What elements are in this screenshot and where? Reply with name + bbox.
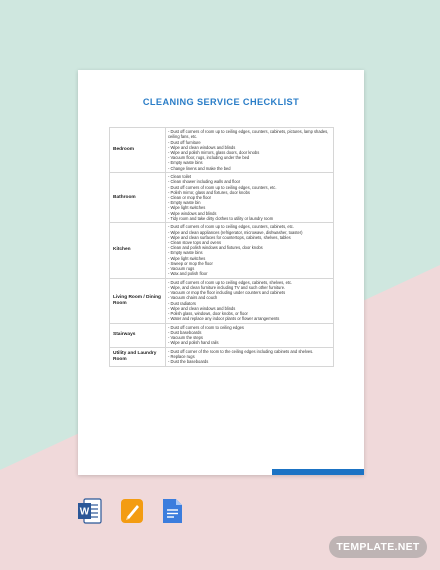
task-item: - Wipe and clean windows and blinds — [168, 144, 236, 150]
task-item: - Polish glass, windows, door knobs, or floor — [168, 311, 248, 317]
task-item: - Wipe light switches — [168, 205, 206, 211]
task-item: - Water and replace any indoor plants or flower arrangements — [168, 316, 280, 322]
task-item: - Wax and polish floor — [168, 271, 208, 277]
task-item: - Empty waste bin — [168, 200, 201, 206]
task-list-cell — [166, 278, 334, 323]
task-item: - Dust radiators — [168, 300, 196, 306]
document-accent-bar — [272, 469, 364, 475]
task-item: - Clean and polish windows and fixtures, door knobs — [168, 245, 263, 251]
task-item: - Dust the baseboards — [168, 359, 209, 365]
task-item: - Change linens and make the bed — [168, 165, 231, 171]
task-item: - Wipe and clean appliances (refrigerator, microwave, dishwasher, toaster) — [168, 229, 303, 235]
task-item: - Dust off corners of room up to ceiling edges, counters, cabinets, pictures, lamp shades, ceiling fans, etc. — [168, 129, 329, 140]
checklist-row — [110, 323, 334, 347]
task-list — [168, 325, 331, 346]
google-docs-icon[interactable] — [160, 498, 184, 524]
task-item: - Clean toilet — [168, 174, 191, 180]
task-item: - Wipe and clean surfaces for countertops, cabinets, shelves, tables — [168, 234, 291, 240]
checklist-row — [110, 347, 334, 366]
task-item: - Wipe windows and blinds — [168, 210, 217, 216]
room-name: Kitchen — [110, 223, 166, 278]
template-net-badge[interactable]: TEMPLATE.NET — [329, 536, 427, 558]
task-item: - Wipe, and clean furniture including TV and such other furniture. — [168, 285, 286, 290]
task-item: - Wipe and polish mirrors, glass doors, door knobs — [168, 150, 260, 155]
task-list-cell — [166, 223, 334, 278]
document-title: CLEANING SERVICE CHECKLIST — [142, 97, 300, 107]
task-item: - Vacuum chairs and couch — [168, 295, 218, 301]
task-item: - Empty waste bins — [168, 250, 203, 256]
document-page — [78, 70, 364, 475]
task-item: - Empty waste bins — [168, 160, 203, 166]
task-item: - Replace rugs — [168, 354, 195, 360]
task-item: - Dust off furniture — [168, 139, 201, 145]
task-list-cell — [166, 323, 334, 347]
task-item: - Vacuum rugs — [168, 266, 195, 272]
checklist-table — [109, 127, 334, 367]
task-item: - Dust off corners of room up to ceiling edges, cabinets, shelves, etc. — [168, 279, 293, 285]
checklist-row — [110, 173, 334, 223]
word-icon-letter: W — [79, 506, 90, 518]
task-item: - Sweep or mop the floor — [168, 260, 213, 266]
task-item: - Dust off corners of room to ceiling edges — [168, 324, 244, 330]
task-item: - Dust off corner of the room to the ceiling edges including cabinets and shelves. — [168, 348, 314, 354]
task-item: - Polish mirror, glass and fixtures, door knobs — [168, 189, 250, 195]
task-item: - Vacuum or mop the floor including under counters and cabinets — [168, 290, 286, 296]
room-name: Utility and Laundry Room — [110, 347, 166, 366]
task-list-cell — [166, 128, 334, 173]
task-item: - Tidy room and take dirty clothes to utility or laundry room — [168, 215, 274, 221]
task-list — [168, 174, 331, 221]
room-name: Bathroom — [110, 173, 166, 223]
room-name: Living Room / Dining Room — [110, 278, 166, 323]
task-item: - Wipe and clean windows and blinds — [168, 305, 236, 311]
task-list-cell — [166, 173, 334, 223]
task-item: - Dust baseboards — [168, 330, 202, 335]
task-item: - Clean or mop the floor — [168, 195, 212, 200]
task-item: - Wipe and polish hand rails — [168, 340, 219, 346]
task-item: - Dust off corners of room up to ceiling edges, counters, cabinets, etc. — [168, 224, 294, 230]
checklist-row — [110, 128, 334, 173]
task-item: - Dust off corners of room up to ceiling edges, counters, etc. — [168, 184, 277, 190]
pages-icon[interactable] — [120, 498, 144, 524]
room-name: Bedroom — [110, 128, 166, 173]
task-list — [168, 349, 331, 365]
task-item: - Wipe light switches — [168, 255, 206, 261]
task-list — [168, 129, 331, 171]
task-item: - Clean shower including walls and floor — [168, 179, 241, 185]
word-icon[interactable] — [78, 498, 102, 524]
checklist-row — [110, 278, 334, 323]
task-item: - Clean stove tops and ovens — [168, 240, 222, 245]
checklist-body — [110, 128, 334, 367]
task-list — [168, 280, 331, 322]
task-list-cell — [166, 347, 334, 366]
task-item: - Vacuum the steps — [168, 335, 203, 341]
task-list — [168, 224, 331, 276]
task-item: - Vacuum floor, rugs, including under the bed — [168, 155, 250, 161]
checklist-row — [110, 223, 334, 278]
room-name: Stairways — [110, 323, 166, 347]
